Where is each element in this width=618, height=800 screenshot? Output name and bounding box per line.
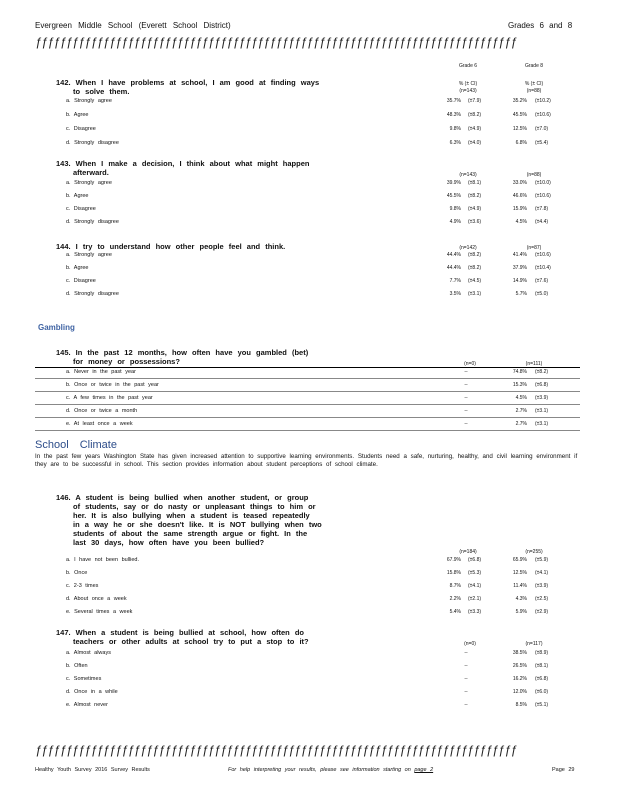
n-grade8: (n=117) (525, 641, 543, 647)
grade8-ci: (±8.1) (535, 663, 549, 669)
grade8-ci: (±4.1) (535, 570, 549, 576)
response-label: a. Strongly agree (66, 180, 112, 186)
row-divider (35, 391, 580, 392)
grade6-percent: -- (464, 369, 468, 375)
section-title-school-climate: School Climate (35, 439, 117, 451)
grade6-ci: (±4.9) (468, 126, 482, 132)
grade6-percent: 35.7% (446, 98, 461, 104)
grade6-percent: -- (464, 689, 468, 695)
grade8-percent: 4.3% (515, 596, 527, 602)
response-label: a. I have not been bullied. (66, 557, 139, 563)
grade8-ci: (±5.1) (535, 702, 549, 708)
response-label: a. Strongly agree (66, 252, 112, 258)
grade6-percent: 48.3% (446, 112, 461, 118)
response-label: b. Agree (66, 112, 89, 118)
grade8-percent: 12.5% (512, 570, 527, 576)
grade6-ci: (±6.8) (468, 557, 482, 563)
grade8-percent: 16.2% (512, 676, 527, 682)
grade6-ci: (±3.6) (468, 219, 482, 225)
grade6-ci: (±4.0) (468, 140, 482, 146)
grade6-percent: 39.9% (446, 180, 461, 186)
pct-ci-header-grade8: % (± CI) (524, 81, 544, 87)
response-label: c. Disagree (66, 278, 96, 284)
response-label: a. Almost always (66, 650, 111, 656)
n-grade8: (n=87) (526, 245, 542, 251)
section-title-gambling: Gambling (38, 323, 75, 332)
grade6-percent: 6.3% (449, 140, 461, 146)
n-grade6: (n=143) (459, 88, 477, 94)
grade8-percent: 12.5% (512, 126, 527, 132)
footer-help-prefix: For help interpreting your results, please see information starting on (228, 767, 411, 773)
response-label: e. Several times a week (66, 609, 133, 615)
grade6-ci: (±4.1) (468, 583, 482, 589)
response-label: d. Strongly disagree (66, 291, 119, 297)
response-label: b. Agree (66, 193, 89, 199)
grade8-ci: (±6.0) (535, 689, 549, 695)
grade6-percent: 4.9% (449, 219, 461, 225)
n-grade6: (n=142) (459, 245, 477, 251)
grade8-ci: (±8.9) (535, 650, 549, 656)
grade8-ci: (±3.1) (535, 421, 549, 427)
grade6-percent: 9.8% (449, 206, 461, 212)
grade6-percent: -- (464, 702, 468, 708)
response-label: a. Never in the past year (66, 369, 136, 375)
grade8-percent: 4.5% (515, 395, 527, 401)
page-header-grades: Grades 6 and 8 (508, 21, 573, 30)
grade8-percent: 45.5% (512, 112, 527, 118)
grade8-percent: 65.9% (512, 557, 527, 563)
grade8-percent: 41.4% (512, 252, 527, 258)
question-146-line: in a way he or she doesn't like. It is NOT bullying when two (73, 520, 322, 529)
grade6-ci: (±3.3) (468, 609, 482, 615)
response-label: d. Once or twice a month (66, 408, 138, 414)
response-label: e. Almost never (66, 702, 108, 708)
response-label: e. At least once a week (66, 421, 133, 427)
question-143-line2: afterward. (73, 168, 109, 177)
question-146-line: last 30 days, how often have you been bullied? (73, 538, 265, 547)
grade6-ci: (±5.3) (468, 570, 482, 576)
n-grade6: (n=0) (464, 641, 476, 647)
footer-survey-name: Healthy Youth Survey 2016 Survey Results (35, 767, 150, 773)
grade8-ci: (±5.4) (535, 140, 549, 146)
response-label: c. Sometimes (66, 676, 102, 682)
grade8-ci: (±5.9) (535, 557, 549, 563)
grade6-ci: (±8.2) (468, 112, 482, 118)
grade8-percent: 35.2% (512, 98, 527, 104)
grade8-ci: (±3.9) (535, 583, 549, 589)
grade8-ci: (±10.2) (535, 98, 551, 104)
grade8-ci: (±7.6) (535, 278, 549, 284)
grade6-percent: 3.5% (449, 291, 461, 297)
question-143-line1: 143. When I make a decision, I think about what might happen (56, 159, 310, 168)
question-144-line1: 144. I try to understand how other people feel and think. (56, 242, 286, 251)
grade6-percent: 7.7% (449, 278, 461, 284)
grade8-percent: 37.9% (512, 265, 527, 271)
grade6-percent: -- (464, 395, 468, 401)
table-rule (35, 367, 580, 368)
grade6-ci: (±8.2) (468, 265, 482, 271)
response-label: c. 2-3 times (66, 583, 99, 589)
grade6-percent: -- (464, 676, 468, 682)
response-label: b. Once (66, 570, 88, 576)
grade8-ci: (±8.2) (535, 369, 549, 375)
response-label: d. Strongly disagree (66, 219, 119, 225)
grade6-percent: -- (464, 663, 468, 669)
grade6-percent: 44.4% (446, 252, 461, 258)
question-145-line1: 145. In the past 12 months, how often have you gambled (bet) (56, 348, 309, 357)
grade8-ci: (±2.9) (535, 609, 549, 615)
grade6-ci: (±8.2) (468, 252, 482, 258)
footer-help-text (228, 767, 433, 773)
footer-page-number: Page 29 (552, 767, 575, 773)
grade6-percent: 45.5% (446, 193, 461, 199)
grade6-percent: 5.4% (449, 609, 461, 615)
column-header-grade8: Grade 8 (524, 63, 544, 69)
grade8-ci: (±6.8) (535, 382, 549, 388)
grade6-percent: -- (464, 650, 468, 656)
grade8-percent: 74.8% (512, 369, 527, 375)
n-grade8: (n=88) (526, 172, 542, 178)
n-grade8: (n=255) (525, 549, 543, 555)
n-grade8: (n=111) (525, 361, 543, 367)
pct-ci-header-grade6: % (± CI) (458, 81, 478, 87)
question-142-line2: to solve them. (73, 87, 130, 96)
grade6-percent: 9.8% (449, 126, 461, 132)
grade8-ci: (±10.6) (535, 193, 551, 199)
n-grade6: (n=184) (459, 549, 477, 555)
response-label: a. Strongly agree (66, 98, 112, 104)
grade6-percent: -- (464, 382, 468, 388)
section-intro: In the past few years Washington State has given increased attention to supportive learning environments. Students need a safe, nurturing, healthy, and civil learning environment if they are to be successful in school. This section provides information about student perceptions of school climate. (35, 453, 578, 468)
grade8-percent: 5.7% (515, 291, 527, 297)
grade8-percent: 38.5% (512, 650, 527, 656)
n-grade6: (n=143) (459, 172, 477, 178)
grade8-percent: 5.9% (515, 609, 527, 615)
grade8-ci: (±10.4) (535, 265, 551, 271)
question-147-line2: teachers or other adults at school try to put a stop to it? (73, 637, 309, 646)
grade6-percent: 15.8% (446, 570, 461, 576)
n-grade6: (n=0) (464, 361, 476, 367)
grade8-ci: (±6.8) (535, 676, 549, 682)
grade6-ci: (±4.9) (468, 206, 482, 212)
response-label: c. Disagree (66, 126, 96, 132)
grade8-ci: (±4.4) (535, 219, 549, 225)
grade6-percent: 67.9% (446, 557, 461, 563)
n-grade8: (n=88) (526, 88, 542, 94)
column-header-grade6: Grade 6 (458, 63, 478, 69)
response-label: b. Once or twice in the past year (66, 382, 159, 388)
grade6-percent: -- (464, 421, 468, 427)
grade8-ci: (±7.0) (535, 126, 549, 132)
response-label: b. Agree (66, 265, 89, 271)
grade8-percent: 11.4% (513, 583, 527, 589)
response-label: c. Disagree (66, 206, 96, 212)
grade8-ci: (±5.0) (535, 291, 549, 297)
grade6-percent: 8.7% (449, 583, 461, 589)
grade8-percent: 4.5% (515, 219, 527, 225)
response-label: d. Once in a while (66, 689, 118, 695)
row-divider (35, 430, 580, 431)
grade6-ci: (±3.1) (468, 291, 482, 297)
grade6-ci: (±8.2) (468, 193, 482, 199)
grade8-ci: (±2.5) (535, 596, 549, 602)
grade6-ci: (±7.9) (468, 98, 482, 104)
grade6-ci: (±2.1) (468, 596, 482, 602)
grade8-ci: (±3.1) (535, 408, 549, 414)
response-label: b. Often (66, 663, 88, 669)
grade8-percent: 26.5% (512, 663, 527, 669)
grade8-ci: (±7.8) (535, 206, 549, 212)
grade6-percent: 2.2% (449, 596, 461, 602)
question-146-line: 146. A student is being bullied when another student, or group (56, 493, 309, 502)
grade8-percent: 2.7% (515, 408, 527, 414)
question-146-line: of students, say or do nasty or unpleasant things to him or (73, 502, 316, 511)
grade8-percent: 14.9% (512, 278, 527, 284)
question-142-line1: 142. When I have problems at school, I am good at finding ways (56, 78, 320, 87)
grade8-percent: 2.7% (515, 421, 527, 427)
response-label: d. Strongly disagree (66, 140, 119, 146)
question-146-line: her. It is also bullying when a student is teased repeatedly (73, 511, 310, 520)
grade8-percent: 33.0% (512, 180, 527, 186)
grade8-percent: 12.0% (512, 689, 527, 695)
grade8-percent: 15.3% (512, 382, 527, 388)
grade8-ci: (±3.9) (535, 395, 549, 401)
question-145-line2: for money or possessions? (73, 357, 180, 366)
row-divider (35, 378, 580, 379)
grade6-ci: (±8.1) (468, 180, 482, 186)
response-label: d. About once a week (66, 596, 127, 602)
decorative-divider-top: ƒƒƒƒƒƒƒƒƒƒƒƒƒƒƒƒƒƒƒƒƒƒƒƒƒƒƒƒƒƒƒƒƒƒƒƒƒƒƒƒƒƒƒƒƒƒƒƒƒƒƒƒƒƒƒƒƒƒƒƒƒƒƒƒƒƒƒƒƒƒƒƒƒƒƒƒƒƒ (35, 35, 517, 49)
grade8-percent: 46.6% (512, 193, 527, 199)
question-147-line1: 147. When a student is being bullied at school, how often do (56, 628, 305, 637)
grade8-ci: (±10.0) (535, 180, 551, 186)
grade8-ci: (±10.6) (535, 252, 551, 258)
grade6-ci: (±4.5) (468, 278, 482, 284)
row-divider (35, 417, 580, 418)
row-divider (35, 404, 580, 405)
decorative-divider-bottom: ƒƒƒƒƒƒƒƒƒƒƒƒƒƒƒƒƒƒƒƒƒƒƒƒƒƒƒƒƒƒƒƒƒƒƒƒƒƒƒƒƒƒƒƒƒƒƒƒƒƒƒƒƒƒƒƒƒƒƒƒƒƒƒƒƒƒƒƒƒƒƒƒƒƒƒƒƒƒ (35, 743, 517, 757)
grade8-percent: 15.9% (512, 206, 527, 212)
grade8-ci: (±10.6) (535, 112, 551, 118)
grade8-percent: 6.8% (515, 140, 527, 146)
grade6-percent: -- (464, 408, 468, 414)
question-146-line: students of about the same strength argue or fight. In the (73, 529, 308, 538)
page-header-title: Evergreen Middle School (Everett School District) (35, 21, 231, 30)
footer-page-link[interactable]: page 2 (414, 767, 434, 773)
grade8-percent: 8.5% (515, 702, 527, 708)
grade6-percent: 44.4% (446, 265, 461, 271)
response-label: c. A few times in the past year (66, 395, 153, 401)
